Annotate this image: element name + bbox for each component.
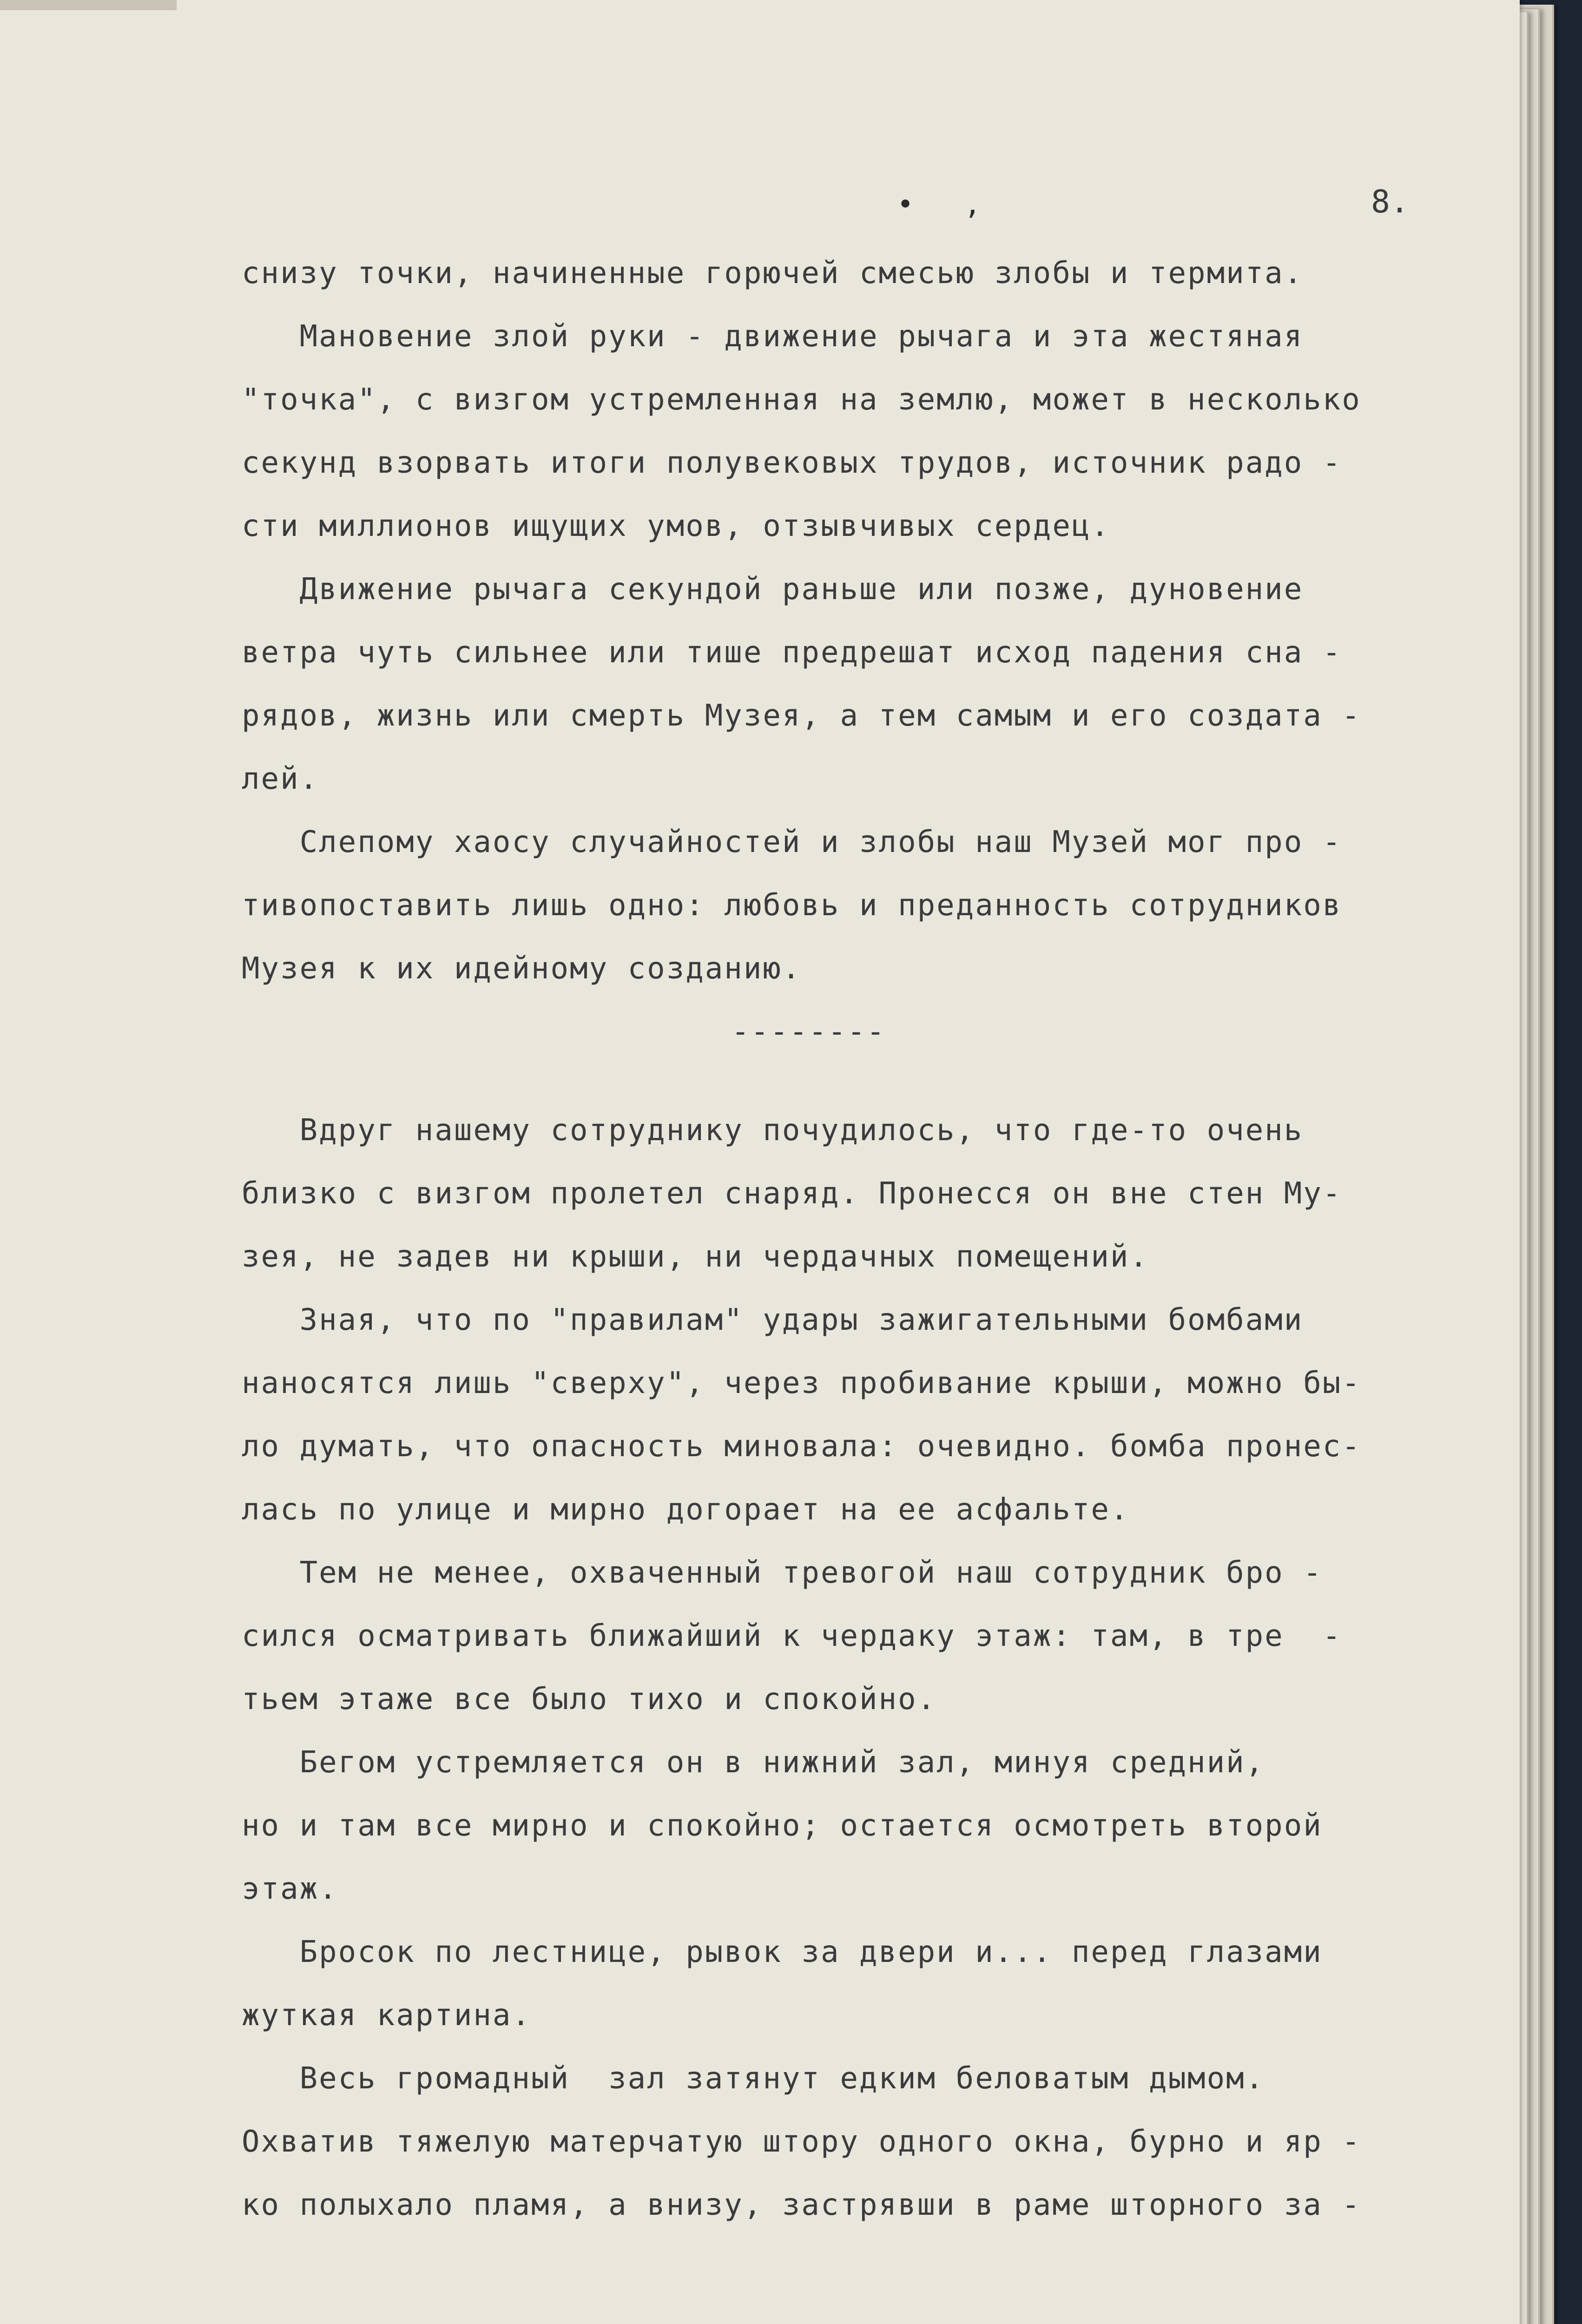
text-line: наносятся лишь "сверху", через пробивание крыши, можно бы- — [242, 1366, 1361, 1400]
text-line: рядов, жизнь или смерть Музея, а тем самым и его создата - — [242, 699, 1361, 733]
text-line: близко с визгом пролетел снаряд. Пронесся он вне стен Му- — [242, 1176, 1342, 1211]
text-line: Вдруг нашему сотруднику почудилось, что где-то очень — [242, 1113, 1304, 1148]
text-line: Бросок по лестнице, рывок за двери и... перед глазами — [242, 1935, 1323, 1969]
text-line: тивопоставить лишь одно: любовь и преданность сотрудников — [242, 888, 1342, 923]
text-line: Слепому хаосу случайностей и злобы наш Музей мог про - — [242, 825, 1342, 859]
text-line: сился осматривать ближайший к чердаку этаж: там, в тре - — [242, 1619, 1342, 1653]
text-line: Тем не менее, охваченный тревогой наш сотрудник бро - — [242, 1556, 1323, 1590]
text-line: этаж. — [242, 1872, 338, 1906]
page-number: 8. — [1371, 184, 1409, 220]
text-line: Зная, что по "правилам" удары зажигательными бомбами — [242, 1303, 1304, 1337]
text-line: "точка", с визгом устремленная на землю, может в несколько — [242, 383, 1361, 417]
text-line: жуткая картина. — [242, 1998, 531, 2033]
text-line: лась по улице и мирно догорает на ее асфальте. — [242, 1492, 1130, 1527]
text-line: но и там все мирно и спокойно; остается осмотреть второй — [242, 1809, 1323, 1843]
section-separator: -------- — [731, 1015, 886, 1049]
text-line: Весь громадный зал затянут едким беловатым дымом. — [242, 2061, 1265, 2096]
text-line: сти миллионов ищущих умов, отзывчивых сердец. — [242, 509, 1110, 543]
text-line: секунд взорвать итоги полувековых трудов, источник радо - — [242, 446, 1342, 480]
text-line: тьем этаже все было тихо и спокойно. — [242, 1682, 937, 1717]
text-line: Мановение злой руки - движение рычага и эта жестяная — [242, 319, 1304, 354]
blank-line — [242, 1063, 1496, 1099]
stray-marks: • , — [897, 188, 981, 221]
sheet-edge — [0, 0, 177, 10]
text-line: ко полыхало пламя, а внизу, застрявши в раме шторного за - — [242, 2188, 1361, 2222]
text-line: лей. — [242, 762, 319, 796]
text-line: Движение рычага секундой раньше или позже, дуновение — [242, 572, 1304, 607]
text-line: Охватив тяжелую матерчатую штору одного окна, бурно и яр - — [242, 2125, 1361, 2159]
text-line: Музея к их идейному созданию. — [242, 951, 802, 986]
text-line: ло думать, что опасность миновала: очевидно. бомба пронес- — [242, 1429, 1361, 1464]
text-line: зея, не задев ни крыши, ни чердачных помещений. — [242, 1240, 1149, 1274]
text-line: снизу точки, начиненные горючей смесью злобы и термита. — [242, 256, 1304, 290]
text-line: Бегом устремляется он в нижний зал, минуя средний, — [242, 1745, 1265, 1780]
text-line: ветра чуть сильнее или тише предрешат исход падения сна - — [242, 635, 1342, 670]
body-text — [242, 242, 1496, 2237]
